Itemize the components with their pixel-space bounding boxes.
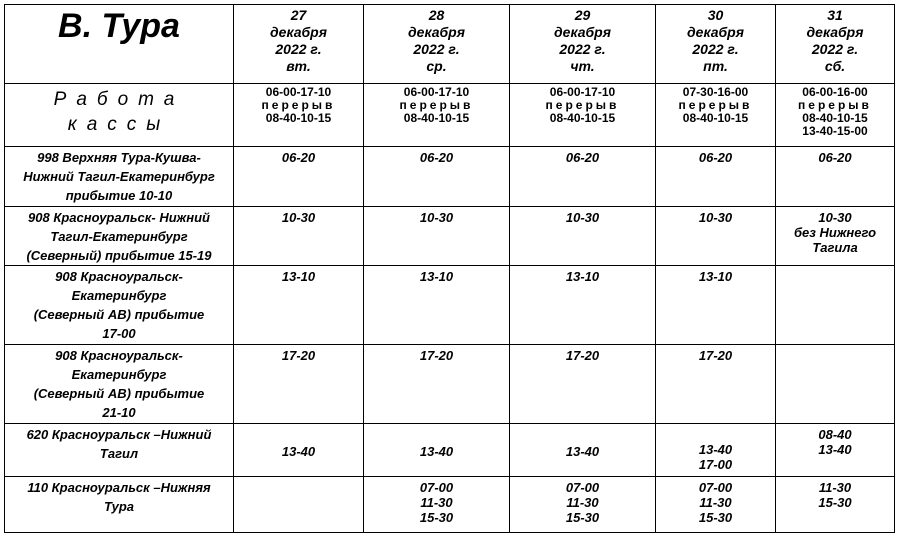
schedule-table [4,4,895,533]
day-weekday: пт. [703,58,728,74]
day-number: 29 [574,7,591,23]
departure-cell [364,345,510,424]
departure-time: 11-30 [699,495,732,510]
departure-cell [234,207,364,266]
hours-open: 07-30-16-00 [682,85,749,99]
departure-cell [364,424,510,477]
departure-time: 17-20 [419,348,454,363]
kassa-hours-31 [776,84,895,147]
departure-time: 07-00 [698,480,733,495]
route-line: Тагил-Екатеринбург [50,229,188,244]
route-row [5,266,895,345]
day-month: декабря [408,24,465,40]
hours-break-label: перерыв [798,98,872,112]
day-header-27 [234,5,364,84]
hours-open: 06-00-17-10 [265,85,332,99]
departure-time: 15-30 [565,510,600,525]
hours-break: 08-40-10-15 [802,111,868,125]
departure-note: без Нижнего [793,225,877,240]
departure-time: 10-30 [565,210,600,225]
departure-cell [656,207,776,266]
departure-time: 06-20 [565,150,600,165]
hours-break-label: перерыв [261,98,336,112]
departure-cell [510,424,656,477]
departure-time: 13-10 [565,269,600,284]
departure-time: 10-30 [419,210,454,225]
departure-cell [364,147,510,207]
route-description [5,345,234,424]
route-line: (Северный АВ) прибытие [33,307,205,322]
route-line: 908 Красноуральск- [55,269,183,284]
route-line: 998 Верхняя Тура-Кушва- [37,150,201,165]
hours-break: 08-40-10-15 [682,111,749,125]
day-year: 2022 г. [275,41,322,57]
kassa-label-line2: кассы [67,114,171,135]
departure-time: 06-20 [698,150,733,165]
route-description [5,266,234,345]
departure-cell [776,424,895,477]
day-year: 2022 г. [692,41,739,57]
route-description [5,147,234,207]
departure-cell [656,147,776,207]
route-line: Екатеринбург [71,367,167,382]
route-line: 17-00 [102,326,136,341]
hours-break-label: перерыв [399,98,474,112]
hours-break: 08-40-10-15 [549,111,616,125]
departure-cell [510,345,656,424]
departure-time: 11-30 [420,495,453,510]
departure-cell [364,266,510,345]
departure-time: 11-30 [566,495,599,510]
departure-cell [776,477,895,533]
day-month: декабря [554,24,611,40]
departure-time: 13-10 [281,269,316,284]
departure-time: 10-30 [698,210,733,225]
departure-cell [656,424,776,477]
departure-time: 13-10 [419,269,454,284]
route-description [5,424,234,477]
departure-cell [364,207,510,266]
kassa-hours-29 [510,84,656,147]
departure-time: 08-40 [818,427,852,442]
hours-break: 08-40-10-15 [265,111,332,125]
route-line: (Северный) прибытие 15-19 [26,248,212,263]
day-header-28 [364,5,510,84]
kassa-hours-28 [364,84,510,147]
day-header-30 [656,5,776,84]
departure-time: 06-20 [419,150,454,165]
departure-cell-empty [776,266,895,345]
departure-cell [234,147,364,207]
route-row [5,147,895,207]
departure-time: 15-30 [419,510,454,525]
route-line: 21-10 [102,405,136,420]
departure-note: Тагила [812,240,858,255]
day-weekday: вт. [286,58,311,74]
kassa-hours-30 [656,84,776,147]
route-row [5,207,895,266]
route-line: 908 Красноуральск- [55,348,183,363]
day-year: 2022 г. [559,41,606,57]
day-number: 28 [428,7,445,23]
departure-cell [510,147,656,207]
kassa-hours-27 [234,84,364,147]
day-number: 30 [707,7,724,23]
kassa-label-line1: Работа [53,89,185,110]
route-line: Екатеринбург [71,288,167,303]
hours-break-label: перерыв [678,98,753,112]
departure-time: 15-30 [698,510,733,525]
departure-cell-empty [234,477,364,533]
route-row [5,345,895,424]
departure-time: 06-20 [281,150,316,165]
hours-break-label: перерыв [545,98,620,112]
station-title: В. Тура [5,5,234,84]
day-month: декабря [806,24,864,40]
departure-time: 10-30 [818,210,852,225]
departure-time: 17-20 [698,348,733,363]
route-row [5,424,895,477]
departure-time: 17-20 [281,348,316,363]
departure-cell [234,345,364,424]
departure-time: 13-40 [281,444,316,459]
route-line: (Северный АВ) прибытие [33,386,205,401]
day-weekday: сб. [824,58,846,74]
day-header-31 [776,5,895,84]
route-description [5,207,234,266]
departure-cell [776,147,895,207]
route-line: прибытие 10-10 [65,188,173,203]
hours-open: 06-00-16-00 [802,85,868,99]
day-number: 31 [827,7,843,23]
route-line: Тура [103,499,135,514]
departure-time: 13-40 [818,442,852,457]
departure-time: 07-00 [419,480,454,495]
day-header-29 [510,5,656,84]
day-year: 2022 г. [413,41,460,57]
departure-cell [364,477,510,533]
departure-time: 13-40 [565,444,600,459]
route-line: Тагил [99,446,139,461]
departure-cell [656,266,776,345]
hours-open: 06-00-17-10 [403,85,470,99]
hours-break: 08-40-10-15 [403,111,470,125]
departure-cell [656,477,776,533]
departure-time: 17-20 [565,348,600,363]
departure-time: 13-40 [419,444,454,459]
departure-time: 06-20 [818,150,852,165]
day-month: декабря [270,24,327,40]
departure-time: 10-30 [281,210,316,225]
departure-cell [510,207,656,266]
departure-cell [234,266,364,345]
hours-open: 06-00-17-10 [549,85,616,99]
route-description [5,477,234,533]
departure-cell [656,345,776,424]
departure-cell [234,424,364,477]
hours-break-2: 13-40-15-00 [802,124,868,138]
day-month: декабря [687,24,744,40]
departure-time: 17-00 [698,457,733,472]
day-year: 2022 г. [811,41,859,57]
departure-cell-empty [776,345,895,424]
departure-time: 11-30 [818,480,852,495]
day-number: 27 [290,7,307,23]
kassa-row [5,84,895,147]
departure-time: 07-00 [565,480,600,495]
day-weekday: ср. [426,58,447,74]
day-weekday: чт. [570,58,595,74]
departure-time: 13-40 [698,442,733,457]
route-line: 110 Красноуральск –Нижняя [27,480,211,495]
route-row [5,477,895,533]
departure-time: 13-10 [698,269,733,284]
route-line: Нижний Тагил-Екатеринбург [23,169,215,184]
route-line: 908 Красноуральск- Нижний [28,210,210,225]
departure-time: 15-30 [818,495,852,510]
departure-cell [510,266,656,345]
departure-cell [776,207,895,266]
kassa-label [5,84,234,147]
route-line: 620 Красноуральск –Нижний [26,427,212,442]
departure-cell [510,477,656,533]
header-row [5,5,895,84]
